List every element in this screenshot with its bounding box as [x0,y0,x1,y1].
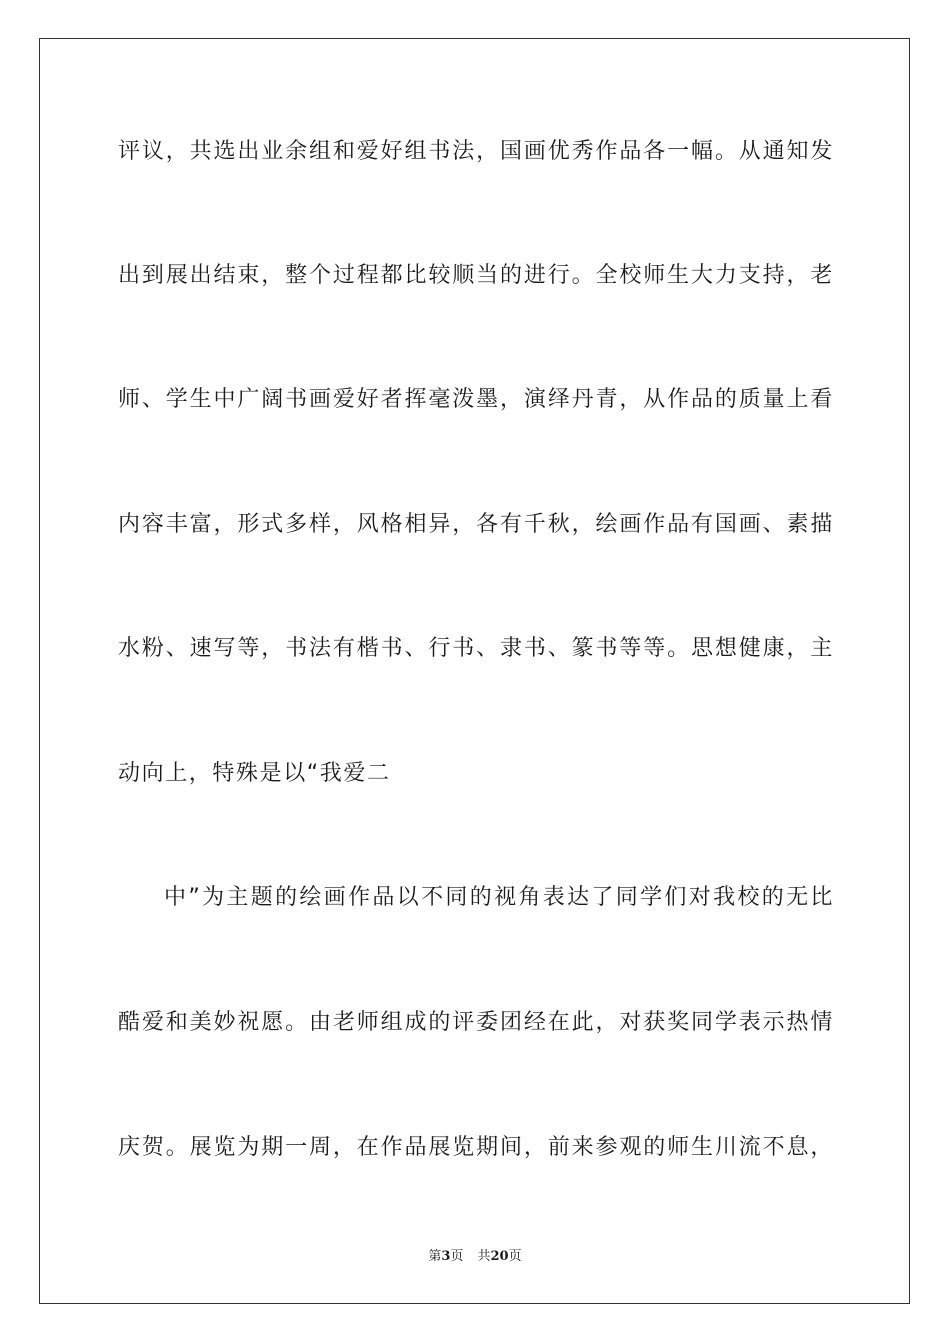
page-border [39,38,910,1304]
body-line-8: 酷爱和美妙祝愿。由老师组成的评委团经在此，对获奖同学表示热情 [118,1010,834,1035]
body-line-4: 内容丰富，形式多样，风格相异，各有千秋，绘画作品有国画、素描 [118,512,834,537]
footer-total-prefix: 共 [477,1249,491,1264]
footer-page-suffix: 页 [450,1249,464,1264]
body-line-1: 评议，共选出业余组和爱好组书法，国画优秀作品各一幅。从通知发 [118,139,834,164]
body-line-3: 师、学生中广阔书画爱好者挥毫泼墨，演绎丹青，从作品的质量上看 [118,387,834,412]
body-line-2: 出到展出结束，整个过程都比较顺当的进行。全校师生大力支持，老 [118,263,834,288]
page-footer [0,1248,950,1266]
body-line-9: 庆贺。展览为期一周，在作品展览期间，前来参观的师生川流不息， [118,1135,834,1160]
footer-page-number: 3 [441,1249,451,1264]
body-line-6: 动向上，特殊是以“我爱二 [118,761,391,786]
footer-total-pages: 20 [490,1249,509,1264]
footer-total-suffix: 页 [508,1249,522,1264]
footer-page-prefix: 第 [428,1249,442,1264]
body-line-5: 水粉、速写等，书法有楷书、行书、隶书、篆书等等。思想健康，主 [118,636,834,661]
body-line-7: 中”为主题的绘画作品以不同的视角表达了同学们对我校的无比 [164,885,834,910]
